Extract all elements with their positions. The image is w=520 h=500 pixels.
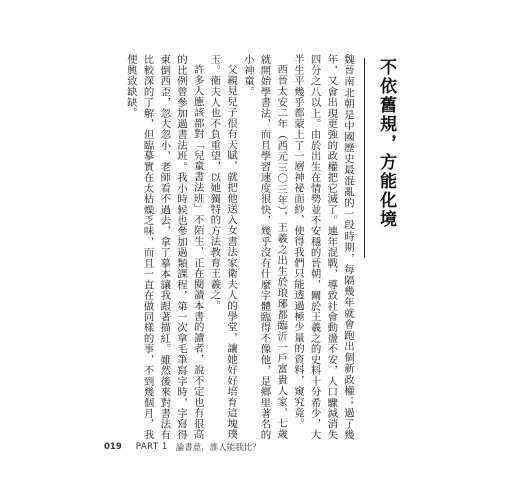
- page-number: 019: [104, 442, 122, 452]
- chapter-title: 論書意，誰人能我比？: [175, 443, 261, 453]
- body-text: [104, 54, 356, 440]
- paragraph: 魏晉南北朝是中國歷史最混亂的一段時期，每隔幾年就會跑出個新政權；過了幾年，又會出現更強的政權把它滅了。連年混戰，導致社會動盪不安，人口驟減消失四分之八以上。由於出生在情勢並不安穩的晉朝，關於王羲之的史料十分希少，大半生平幾乎都蒙上了一層神祕面紗，使得我們只能透過極少量的資料，窺究竟。: [291, 54, 354, 440]
- part-label: PART 1: [135, 442, 168, 452]
- paragraph: 父親見兒子很有天賦，就把他送入女書法家衛夫人的學堂，讓她好好培育這塊璞玉。衛夫人也不負重望，以她獨特的方法教育王羲之。: [208, 54, 238, 440]
- page-footer: [104, 440, 404, 454]
- paragraph: 許多人應該都對「兒童書法班」不陌生，正在閱讀本書的讀者，說不定也有很高的比例曾參加過書法班。我小時候也參加過類課程，第一次拿毛筆寫字時，字寫得東倒西歪，忽大忽小，老師看不過去，拿了摹本讓我跟著描紅。雖然後來對書法有比較深的了解，但臨摹實在太枯燥乏味，而且一直在做同樣的事，不到幾個月，我便興致缺缺。: [124, 54, 204, 440]
- title-divider: [364, 58, 365, 258]
- section-title: 不依舊規，方能化境: [376, 58, 396, 229]
- paragraph: 西晉太安二年（西元三〇三年），王羲之出生於琅琊都臨沂一戶富貴人家，七歲就開始學書法，而且學習速度很快，幾乎沒有什麼字體臨得不像他，是鄉里著名的小神童。: [241, 54, 288, 440]
